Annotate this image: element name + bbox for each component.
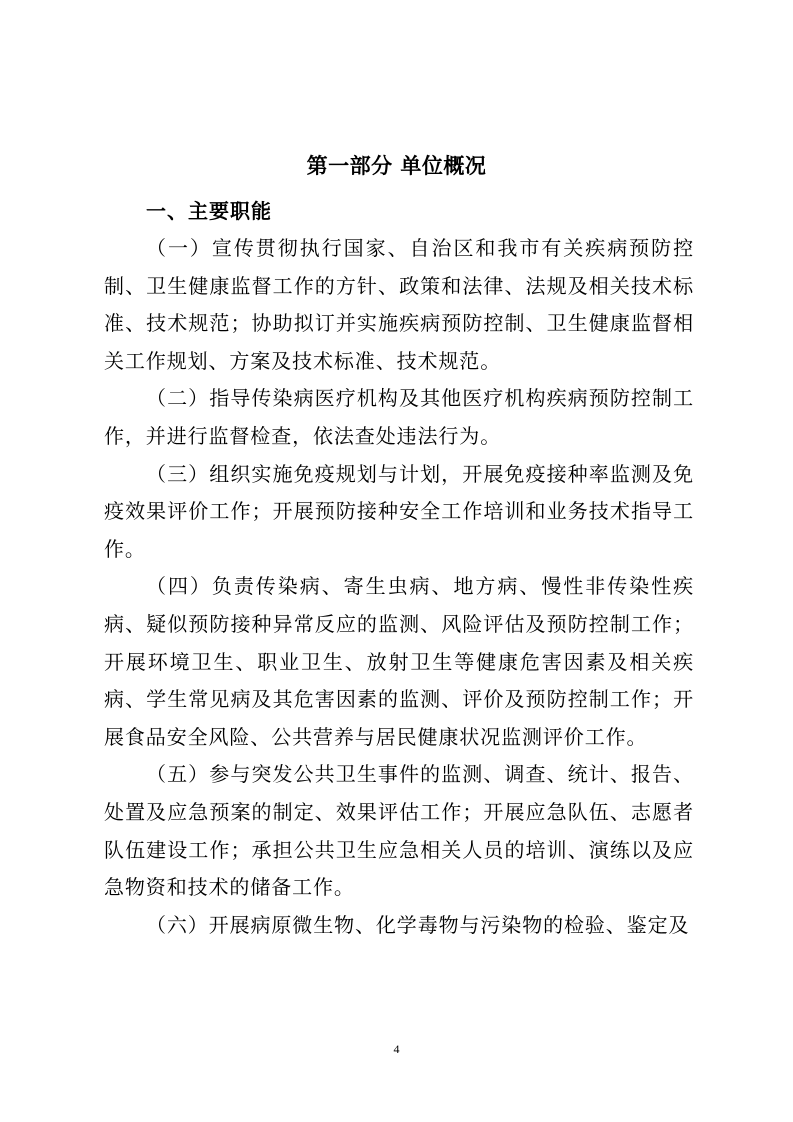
paragraph-1: （一）宣传贯彻执行国家、自治区和我市有关疾病预防控制、卫生健康监督工作的方针、政策和法律、法规及相关技术标准、技术规范；协助拟订并实施疾病预防控制、卫生健康监督相关工作规划、方案及技术标准、技术规范。 bbox=[104, 236, 694, 373]
paragraph-3: （三）组织实施免疫规划与计划，开展免疫接种率监测及免疫效果评价工作；开展预防接种安全工作培训和业务技术指导工作。 bbox=[104, 461, 694, 561]
paragraph-4: （四）负责传染病、寄生虫病、地方病、慢性非传染性疾病、疑似预防接种异常反应的监测、风险评估及预防控制工作；开展环境卫生、职业卫生、放射卫生等健康危害因素及相关疾病、学生常见病及其危害因素的监测、评价及预防控制工作；开展食品安全风险、公共营养与居民健康状况监测评价工作。 bbox=[104, 574, 694, 749]
section-heading: 一、主要职能 bbox=[146, 199, 272, 223]
paragraph-2: （二）指导传染病医疗机构及其他医疗机构疾病预防控制工作，并进行监督检查，依法查处违法行为。 bbox=[104, 386, 694, 448]
paragraph-6: （六）开展病原微生物、化学毒物与污染物的检验、鉴定及 bbox=[146, 912, 690, 937]
paragraph-5: （五）参与突发公共卫生事件的监测、调查、统计、报告、处置及应急预案的制定、效果评估工作；开展应急队伍、志愿者队伍建设工作；承担公共卫生应急相关人员的培训、演练以及应急物资和技术的储备工作。 bbox=[104, 762, 694, 900]
page-number: 4 bbox=[393, 1042, 400, 1056]
part-title: 第一部分 单位概况 bbox=[306, 154, 487, 178]
body-text bbox=[104, 230, 694, 944]
